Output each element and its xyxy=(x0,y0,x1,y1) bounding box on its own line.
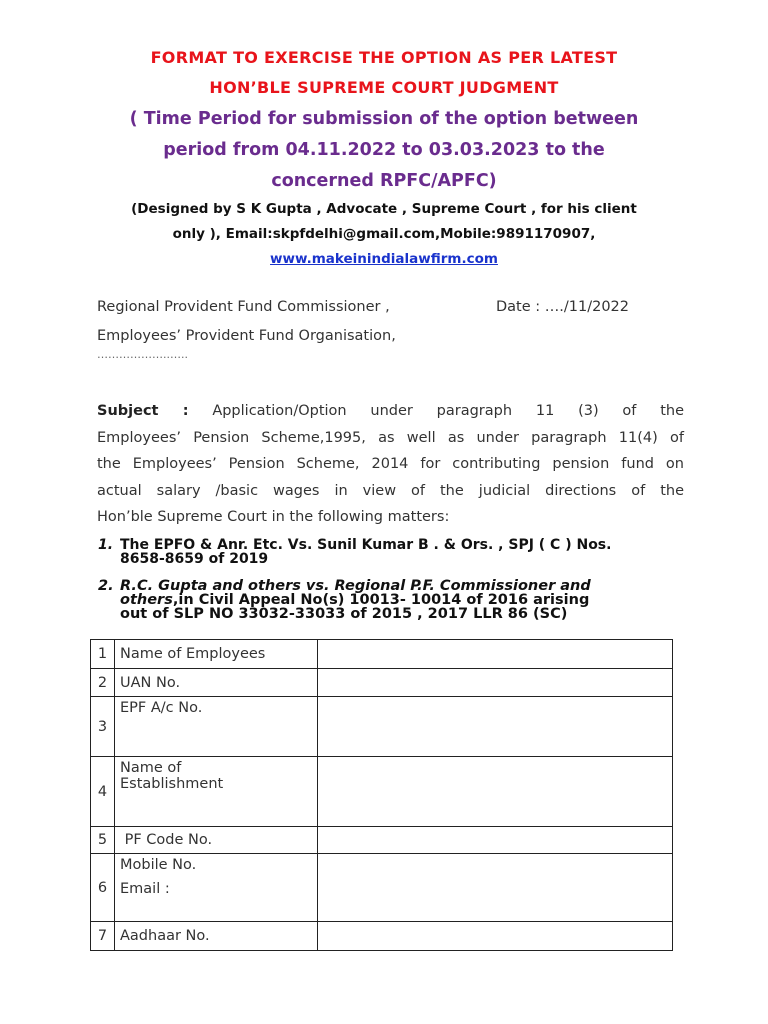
title-line-2: HON’BLE SUPREME COURT JUDGMENT xyxy=(209,78,559,97)
table-row xyxy=(91,757,673,827)
designed-by-line-2: only ), Email:skpfdelhi@gmail.com,Mobile:9891170907, xyxy=(172,226,596,242)
row-number: 7 xyxy=(91,922,115,951)
row-label: UAN No. xyxy=(115,669,318,697)
row-label: PF Code No. xyxy=(115,827,318,854)
subject-line-1: Subject : Application/Option under paragraph 11 (3) of the xyxy=(97,403,684,419)
table-row xyxy=(91,669,673,697)
case-2-line-3: out of SLP NO 33032-33033 of 2015 , 2017 LLR 86 (SC) xyxy=(120,606,568,622)
time-period-line-3: concerned RPFC/APFC) xyxy=(271,171,497,191)
aadhaar-field[interactable] xyxy=(318,922,673,951)
row-number: 3 xyxy=(91,697,115,757)
pf-code-field[interactable] xyxy=(318,827,673,854)
row-number: 2 xyxy=(91,669,115,697)
row-number: 5 xyxy=(91,827,115,854)
table-row xyxy=(91,922,673,951)
table-row xyxy=(91,697,673,757)
table-row xyxy=(91,827,673,854)
address-dots: ………………..….. xyxy=(97,348,188,361)
row-label: EPF A/c No. xyxy=(115,697,318,757)
epf-account-field[interactable] xyxy=(318,697,673,757)
row-label: Name of Establishment xyxy=(115,757,318,827)
row-label: Name of Employees xyxy=(115,640,318,669)
case-item-1 xyxy=(98,538,698,568)
subject-line-5: Hon’ble Supreme Court in the following matters: xyxy=(97,509,450,525)
subject-line-3: the Employees’ Pension Scheme, 2014 for contributing pension fund on xyxy=(97,456,684,472)
table-row xyxy=(91,854,673,922)
employee-name-field[interactable] xyxy=(318,640,673,669)
time-period-line-2: period from 04.11.2022 to 03.03.2023 to the xyxy=(163,140,605,160)
website-link[interactable]: www.makeinindialawfirm.com xyxy=(270,251,498,267)
designed-by-line-1: (Designed by S K Gupta , Advocate , Supreme Court , for his client xyxy=(131,201,637,217)
subject-paragraph xyxy=(97,398,684,531)
case-1-line-2: 8658-8659 of 2019 xyxy=(120,551,269,567)
row-number: 4 xyxy=(91,757,115,827)
case-item-2 xyxy=(98,579,698,624)
title-line-1: FORMAT TO EXERCISE THE OPTION AS PER LATEST xyxy=(150,48,618,67)
organisation: Employees’ Provident Fund Organisation, xyxy=(97,328,396,344)
subject-line-4: actual salary /basic wages in view of the judicial directions of the xyxy=(97,482,684,499)
row-number: 1 xyxy=(91,640,115,669)
time-period-line-1: ( Time Period for submission of the option between xyxy=(129,109,639,129)
case-2-line-2: others,in Civil Appeal No(s) 10013- 10014 of 2016 arising xyxy=(120,592,590,608)
subject-label: Subject : xyxy=(97,403,189,419)
row-label: Aadhaar No. xyxy=(115,922,318,951)
subject-line-2: Employees’ Pension Scheme,1995, as well as under paragraph 11(4) of xyxy=(97,429,684,446)
addressee: Regional Provident Fund Commissioner , xyxy=(97,299,390,315)
row-number: 6 xyxy=(91,854,115,922)
mobile-email-field[interactable] xyxy=(318,854,673,922)
date-field: Date : …./11/2022 xyxy=(496,299,629,315)
case-number: 1. xyxy=(98,537,114,553)
table-row xyxy=(91,640,673,669)
case-number: 2. xyxy=(98,578,114,594)
employee-details-table xyxy=(90,639,673,951)
case-1-line-1: The EPFO & Anr. Etc. Vs. Sunil Kumar B . & Ors. , SPJ ( C ) Nos. xyxy=(120,537,612,553)
establishment-name-field[interactable] xyxy=(318,757,673,827)
row-label: Mobile No. Email : xyxy=(115,854,318,922)
case-2-line-1: R.C. Gupta and others vs. Regional P.F. Commissioner and xyxy=(120,578,591,594)
uan-field[interactable] xyxy=(318,669,673,697)
